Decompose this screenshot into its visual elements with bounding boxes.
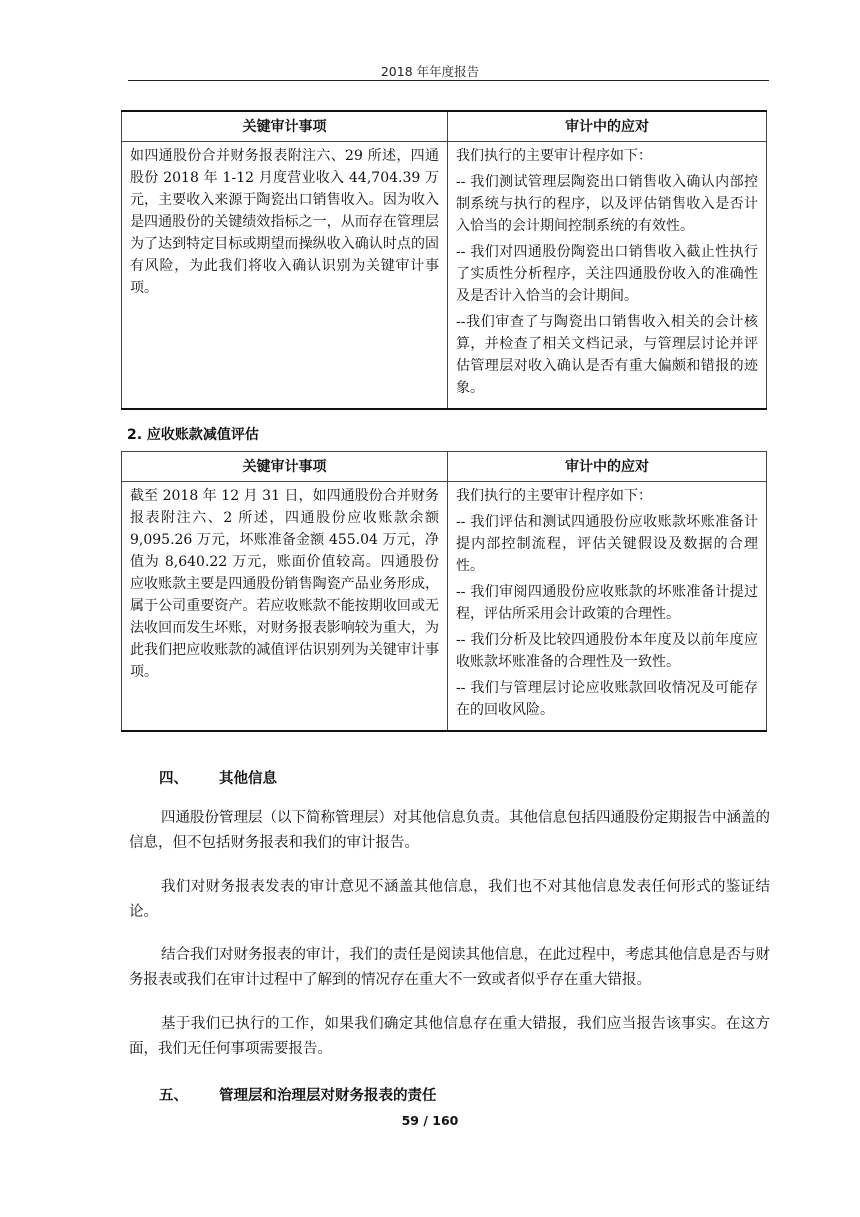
body-paragraph: 基于我们已执行的工作，如果我们确定其他信息存在重大错报，我们应当报告该事实。在这方面，我们无任何事项需要报告。 bbox=[129, 1016, 770, 1057]
body-paragraph: 结合我们对财务报表的审计，我们的责任是阅读其他信息，在此过程中，考虑其他信息是否与财务报表或我们在审计过程中了解到的情况存在重大不一致或者似乎存在重大错报。 bbox=[129, 947, 770, 988]
audit-response-item: -- 我们对四通股份陶瓷出口销售收入截止性执行了实质性分析程序，关注四通股份收入的准确性及是否计入恰当的会计期间。 bbox=[456, 244, 758, 304]
section-title-receivables: 2. 应收账款减值评估 bbox=[127, 427, 259, 443]
key-matter-cell: 如四通股份合并财务报表附注六、29 所述，四通股份 2018 年 1-12 月度营业收入 44,704.39 万元，主要收入来源于陶瓷出口销售收入。因为收入是四通股份的关键绩效指标之一，从而存在管理层为了达到特定目标或期望而操纵收入确认时点的固有风险，为此我们将收入确认识别为关键审计事项。 bbox=[122, 142, 448, 410]
audit-response-item: -- 我们审阅四通股份应收账款的坏账准备计提过程，评估所采用会计政策的合理性。 bbox=[456, 584, 758, 622]
audit-response-item: --我们审查了与陶瓷出口销售收入相关的会计核算，并检查了相关文档记录，与管理层讨论并评估管理层对收入确认是否有重大偏颇和错报的迹象。 bbox=[456, 314, 758, 396]
key-matter-cell: 截至 2018 年 12 月 31 日，如四通股份合并财务报表附注六、2 所述，四通股份应收账款余额 9,095.26 万元，坏账准备金额 455.04 万元，净值为 8,640.22 万元，账面价值较高。四通股份应收账款主要是四通股份销售陶瓷产品业务形成，属于公司重要资产。若应收账款不能按期收回或无法收回而发生坏账，对财务报表影响较为重大，为此我们把应收账款的减值评估识别列为关键审计事项。 bbox=[122, 482, 448, 732]
audit-response-item: 我们执行的主要审计程序如下： bbox=[456, 488, 652, 504]
audit-response-item: -- 我们测试管理层陶瓷出口销售收入确认内部控制系统与执行的程序，以及评估销售收入是否计入恰当的会计期间控制系统的有效性。 bbox=[456, 174, 758, 234]
page-header-title: 2018 年年度报告 bbox=[380, 64, 480, 79]
header-rule bbox=[128, 80, 769, 81]
section-heading-text: 管理层和治理层对财务报表的责任 bbox=[219, 1088, 437, 1104]
audit-response-item: -- 我们评估和测试四通股份应收账款坏账准备计提内部控制流程，评估关键假设及数据的合理性。 bbox=[456, 514, 758, 574]
table-header-audit-response: 审计中的应对 bbox=[448, 111, 767, 142]
table-header-key-matter: 关键审计事项 bbox=[122, 111, 448, 142]
body-paragraph: 我们对财务报表发表的审计意见不涵盖其他信息，我们也不对其他信息发表任何形式的鉴证结论。 bbox=[129, 879, 770, 920]
audit-response-cell bbox=[448, 142, 767, 410]
key-audit-matters-table-receivables bbox=[121, 451, 767, 732]
audit-response-item: 我们执行的主要审计程序如下： bbox=[456, 148, 652, 164]
section-number: 四、 bbox=[159, 771, 188, 787]
section-number: 五、 bbox=[159, 1088, 188, 1104]
page-number: 59 / 160 bbox=[401, 1113, 459, 1128]
audit-response-item: -- 我们与管理层讨论应收账款回收情况及可能存在的回收风险。 bbox=[456, 680, 758, 718]
audit-response-cell bbox=[448, 482, 767, 732]
key-audit-matters-table-revenue bbox=[121, 110, 767, 410]
section-heading-other-information bbox=[159, 767, 277, 788]
audit-response-item: -- 我们分析及比较四通股份本年度及以前年度应收账款坏账准备的合理性及一致性。 bbox=[456, 632, 758, 670]
table-header-audit-response: 审计中的应对 bbox=[448, 452, 767, 482]
body-paragraph: 四通股份管理层（以下简称管理层）对其他信息负责。其他信息包括四通股份定期报告中涵盖的信息，但不包括财务报表和我们的审计报告。 bbox=[129, 810, 770, 851]
table-header-key-matter: 关键审计事项 bbox=[122, 452, 448, 482]
section-heading-text: 其他信息 bbox=[219, 771, 277, 787]
section-heading-management-responsibility bbox=[159, 1084, 437, 1105]
